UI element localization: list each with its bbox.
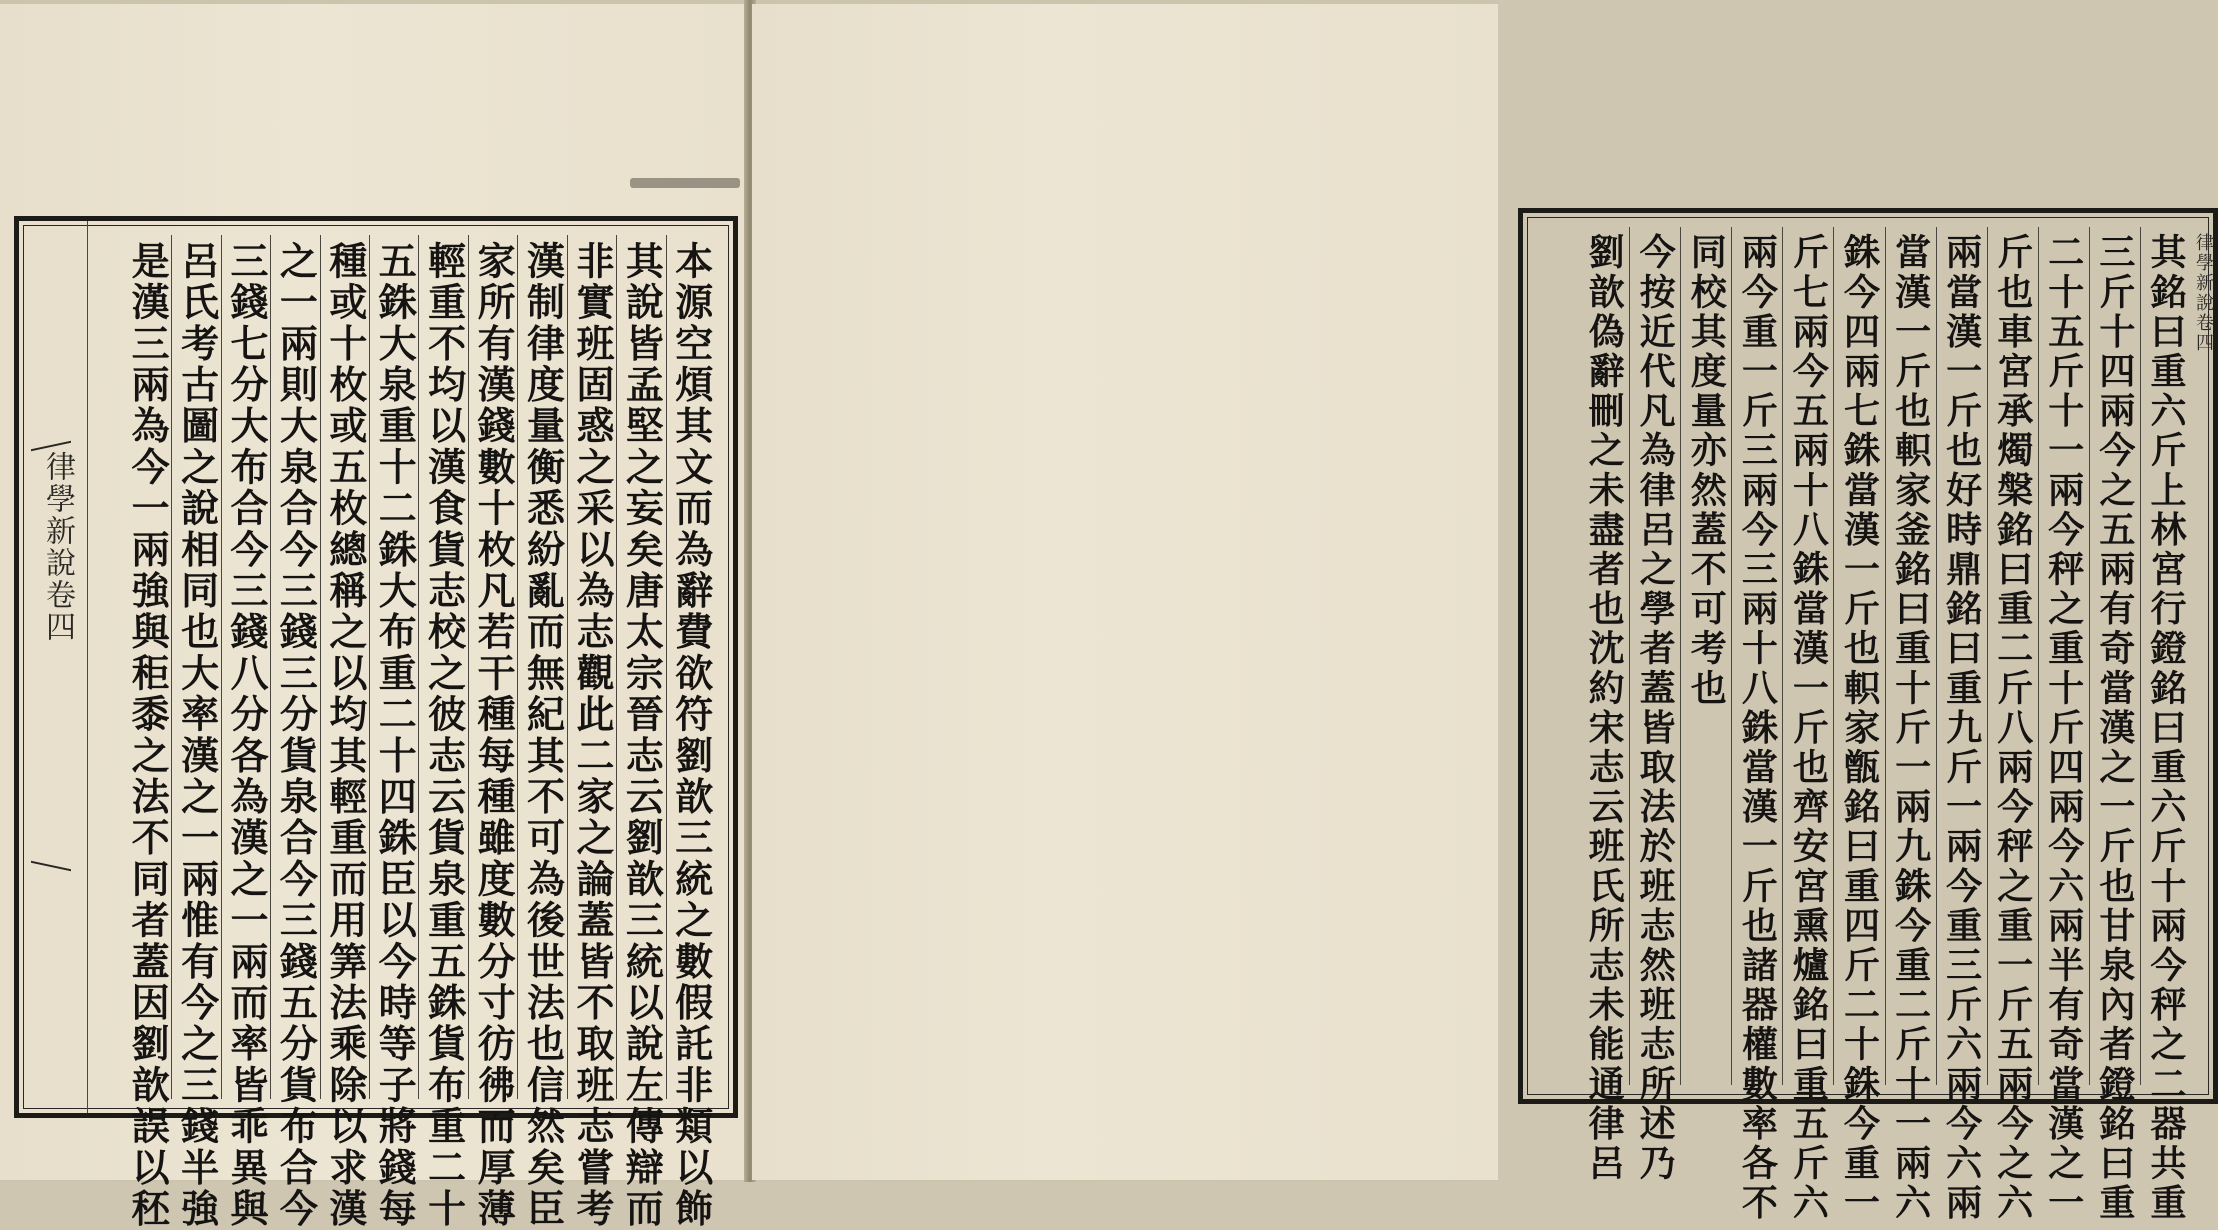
left-text-columns	[123, 235, 715, 1230]
text-column: 銖今四兩七銖當漢一斤也軹家甑銘曰重四斤二十銖今重一	[1834, 227, 1885, 1085]
text-column: 三斤十四兩今之五兩有奇當漢之一斤也甘泉內者鐙銘曰重	[2090, 227, 2141, 1085]
right-text-columns	[1579, 227, 2191, 1223]
left-page-frame	[14, 216, 738, 1230]
text-column: 呂氏考古圖之說相同也大率漢之一兩惟有今之三錢半強	[172, 235, 221, 1099]
text-column: 今按近代凡為律呂之學者蓋皆取法於班志然班志所述乃	[1630, 227, 1681, 1085]
text-column: 非實班固惑之采以為志觀此二家之論蓋皆不取班志嘗考	[568, 235, 617, 1099]
text-column: 是漢三兩為今一兩強與秬黍之法不同者蓋因劉歆誤以秠	[123, 235, 172, 1099]
left-banxin	[27, 221, 88, 1113]
text-column: 家所有漢錢數十枚凡若干種每種雖度數分寸彷彿而厚薄	[469, 235, 518, 1099]
banxin-title: 律學新說卷四	[40, 451, 75, 643]
text-column: 斤七兩今五兩十八銖當漢一斤也齊安宮熏爐銘曰重五斤六	[1783, 227, 1834, 1085]
text-column: 輕重不均以漢食貨志校之彼志云貨泉重五銖貨布重二十	[419, 235, 468, 1099]
text-column: 斤也車宮承燭槃銘曰重二斤八兩今秤之重一斤五兩今之六	[1988, 227, 2039, 1085]
text-column: 漢制律度量衡悉紛亂而無紀其不可為後世法也信然矣臣	[518, 235, 567, 1099]
right-page-frame	[1518, 208, 2218, 1223]
text-column: 二十五斤十一兩今秤之重十斤四兩今六兩半有奇當漢之一	[2039, 227, 2090, 1085]
text-column: 其銘曰重六斤上林宮行鐙銘曰重六斤十兩今秤之二器共重	[2144, 233, 2187, 1223]
ink-smudge	[630, 178, 740, 188]
banxin-title: 律學新說卷四	[2193, 233, 2214, 353]
text-column: 種或十枚或五枚總稱之以均其輕重而用筭法乘除以求漢	[321, 235, 370, 1099]
text-column: 兩今重一斤三兩今三兩十八銖當漢一斤也諸器權數率各不	[1732, 227, 1783, 1085]
text-column: 兩當漢一斤也好時鼎銘曰重九斤一兩今重三斤六兩今六兩	[1937, 227, 1988, 1085]
text-column: 其說皆孟堅之妄矣唐太宗晉志云劉歆三統以說左傳辯而	[617, 235, 666, 1099]
text-column: 三錢七分大布合今三錢八分各為漢之一兩而率皆乖異與	[222, 235, 271, 1099]
text-column: 之一兩則大泉合今三錢三分貨泉合今三錢五分貨布合今	[271, 235, 320, 1099]
text-column: 當漢一斤也軹家釜銘曰重十斤一兩九銖今重二斤十一兩六	[1886, 227, 1937, 1085]
right-page	[752, 4, 2214, 1223]
left-page	[0, 4, 748, 1230]
text-column: 同校其度量亦然蓋不可考也	[1681, 227, 1732, 1085]
text-column: 本源空煩其文而為辭費欲符劉歆三統之數假託非類以飾	[668, 241, 714, 1230]
text-column: 五銖大泉重十二銖大布重二十四銖臣以今時等子將錢每	[370, 235, 419, 1099]
text-column: 劉歆偽辭刪之未盡者也沈約宋志云班氏所志未能通律呂	[1579, 227, 1630, 1085]
right-banxin	[2193, 213, 2213, 1099]
